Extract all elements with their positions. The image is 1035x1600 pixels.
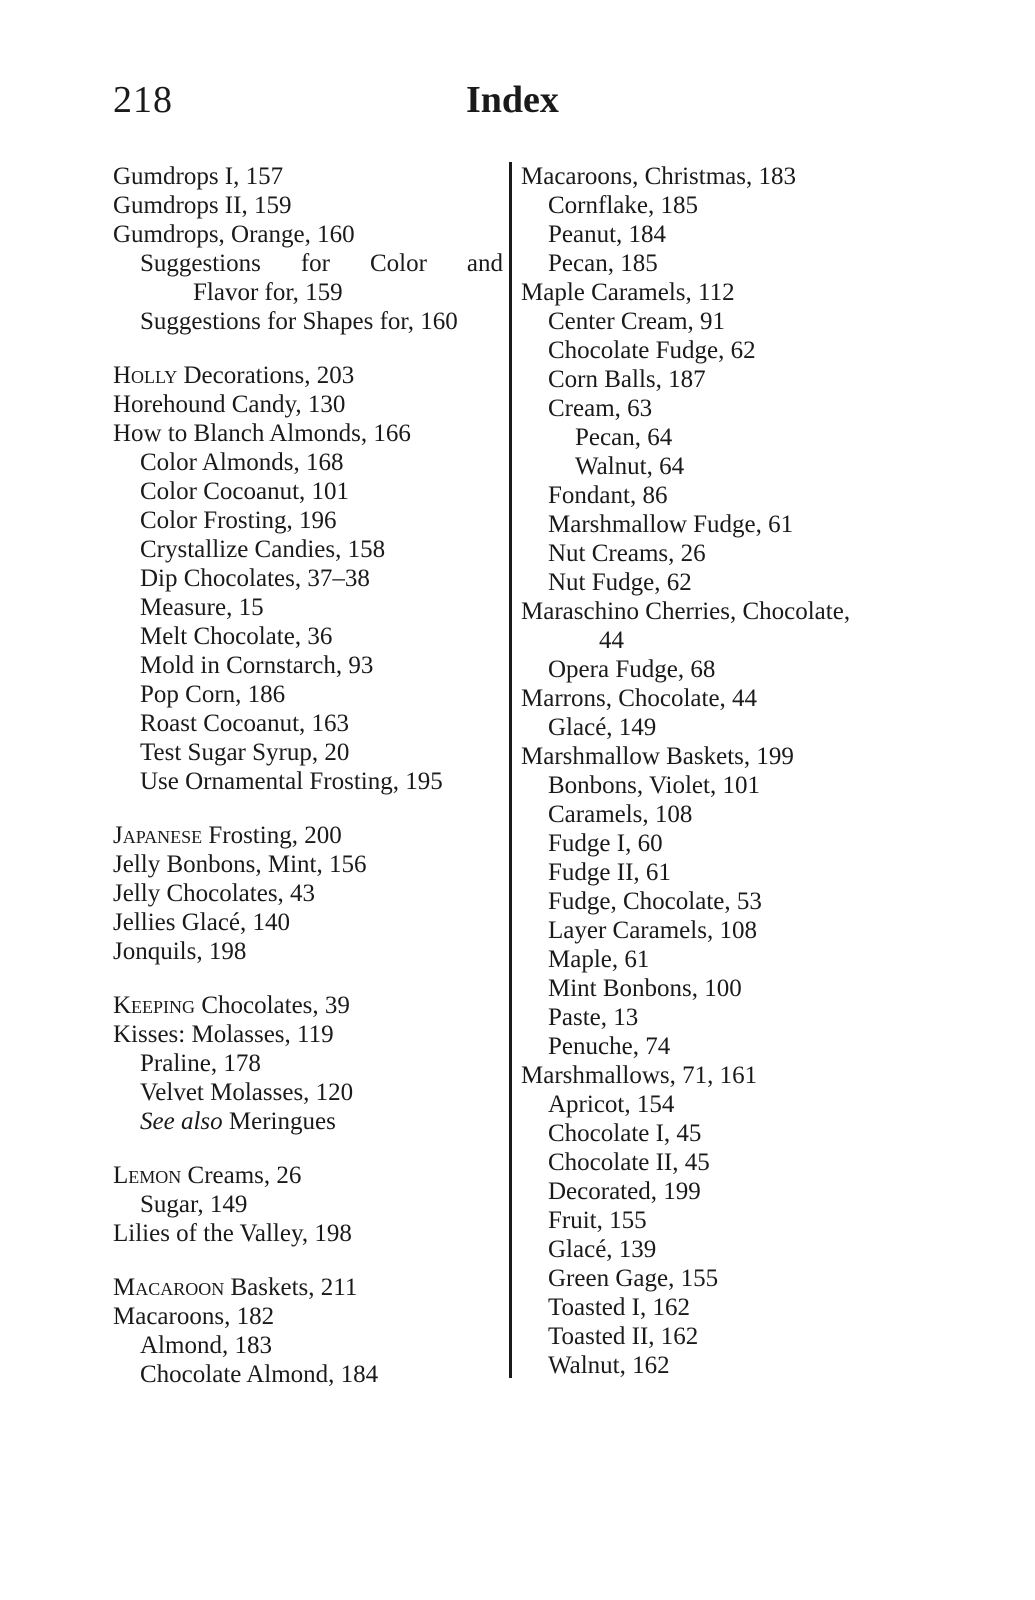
index-subentry: Mint Bonbons, 100 [548,975,742,1002]
index-subentry: Pop Corn, 186 [140,681,286,708]
index-subentry: Suggestions for Shapes for, 160 [140,308,458,335]
index-subentry: Nut Creams, 26 [548,540,706,567]
index-entry: How to Blanch Almonds, 166 [113,420,411,447]
index-entry [113,821,503,850]
index-word: Color [369,250,427,277]
index-subentry: Almond, 183 [140,1332,272,1359]
index-entry [113,1273,503,1302]
index-entry: Jelly Chocolates, 43 [113,880,316,907]
index-subentry: Nut Fudge, 62 [548,569,692,596]
index-subentry: Crystallize Candies, 158 [140,536,386,563]
index-subentry: Roast Cocoanut, 163 [140,710,350,737]
page-number: 218 [113,79,173,121]
index-column-left [113,162,503,1389]
index-subentry: Cream, 63 [548,395,653,422]
index-entry [113,361,503,390]
index-subentry: Measure, 15 [140,594,264,621]
index-entry: Macaroons, Christmas, 183 [521,163,796,190]
index-entry: Jonquils, 198 [113,938,247,965]
index-subentry: Walnut, 162 [548,1352,670,1379]
index-entry-text: Creams, 26 [181,1162,302,1189]
index-subentry: Chocolate II, 45 [548,1149,710,1176]
index-entry [113,991,503,1020]
index-entry-text: Decorations, 203 [177,362,355,389]
index-subentry: Glacé, 149 [548,714,657,741]
index-subentry: Pecan, 64 [575,424,673,451]
index-subentry: Praline, 178 [140,1050,261,1077]
index-subentry: Marshmallow Fudge, 61 [548,511,794,538]
index-entry: Lilies of the Valley, 198 [113,1220,352,1247]
index-subentry: Center Cream, 91 [548,308,726,335]
index-subentry: Color Almonds, 168 [140,449,344,476]
index-subentry: Opera Fudge, 68 [548,656,716,683]
index-subentry: Peanut, 184 [548,221,667,248]
index-subentry: Chocolate Almond, 184 [140,1361,379,1388]
index-subentry: Toasted I, 162 [548,1294,690,1321]
index-entry: Maple Caramels, 112 [521,279,735,306]
index-subentry: Pecan, 185 [548,250,658,277]
index-subentry: Mold in Cornstarch, 93 [140,652,374,679]
index-entry: Kisses: Molasses, 119 [113,1021,334,1048]
index-lead-word: Keeping [113,992,196,1019]
index-continuation: 44 [599,627,624,654]
index-lead-word: Macaroon [113,1274,225,1301]
index-subentry: Dip Chocolates, 37–38 [140,565,370,592]
index-entry: Gumdrops, Orange, 160 [113,221,355,248]
index-subentry: Toasted II, 162 [548,1323,699,1350]
page-title: Index [466,79,559,121]
index-subentry: Cornflake, 185 [548,192,698,219]
index-subentry: Caramels, 108 [548,801,693,828]
index-lead-word: Japanese [113,822,203,849]
index-entry: Macaroons, 182 [113,1303,275,1330]
index-entry [113,1161,503,1190]
cross-reference-target: Meringues [222,1108,336,1135]
index-subentry: Green Gage, 155 [548,1265,719,1292]
index-entry: Marshmallows, 71, 161 [521,1062,758,1089]
index-subentry [113,1107,503,1136]
index-subentry: Fruit, 155 [548,1207,647,1234]
index-word: Suggestions [140,250,261,277]
index-lead-word: Lemon [113,1162,182,1189]
index-subentry: Glacé, 139 [548,1236,657,1263]
index-entry: Marrons, Chocolate, 44 [521,685,758,712]
index-subentry [113,249,503,278]
index-subentry: Fondant, 86 [548,482,668,509]
index-subentry: Layer Caramels, 108 [548,917,757,944]
index-subentry: Test Sugar Syrup, 20 [140,739,350,766]
index-entry: Marshmallow Baskets, 199 [521,743,794,770]
index-subentry: Fudge, Chocolate, 53 [548,888,762,915]
index-subentry: Color Frosting, 196 [140,507,337,534]
index-subentry: Walnut, 64 [575,453,685,480]
column-divider [509,162,512,1378]
index-subentry: Paste, 13 [548,1004,639,1031]
index-entry: Gumdrops I, 157 [113,163,284,190]
index-subentry: Decorated, 199 [548,1178,701,1205]
index-lead-word: Holly [113,362,178,389]
index-subentry: Use Ornamental Frosting, 195 [140,768,443,795]
index-subentry: Bonbons, Violet, 101 [548,772,760,799]
index-subentry: Chocolate Fudge, 62 [548,337,756,364]
index-entry: Maraschino Cherries, Chocolate, [521,598,851,625]
index-subentry: Fudge II, 61 [548,859,671,886]
index-subentry: Penuche, 74 [548,1033,671,1060]
index-column-right [521,162,941,1380]
index-subentry: Chocolate I, 45 [548,1120,702,1147]
index-entry-text: Chocolates, 39 [195,992,350,1019]
index-entry: Horehound Candy, 130 [113,391,346,418]
index-entry: Jelly Bonbons, Mint, 156 [113,851,367,878]
index-entry: Jellies Glacé, 140 [113,909,291,936]
index-subentry: Maple, 61 [548,946,650,973]
index-entry-text: Baskets, 211 [224,1274,358,1301]
index-continuation: Flavor for, 159 [193,279,343,306]
index-word: for [300,250,330,277]
index-subentry: Color Cocoanut, 101 [140,478,350,505]
cross-reference-label: See also [140,1108,223,1135]
index-word: and [466,250,503,277]
index-subentry: Apricot, 154 [548,1091,675,1118]
index-subentry: Sugar, 149 [140,1191,248,1218]
index-subentry: Fudge I, 60 [548,830,663,857]
index-subentry: Velvet Molasses, 120 [140,1079,354,1106]
index-subentry: Corn Balls, 187 [548,366,706,393]
index-entry-text: Frosting, 200 [202,822,342,849]
index-subentry: Melt Chocolate, 36 [140,623,333,650]
index-entry: Gumdrops II, 159 [113,192,292,219]
